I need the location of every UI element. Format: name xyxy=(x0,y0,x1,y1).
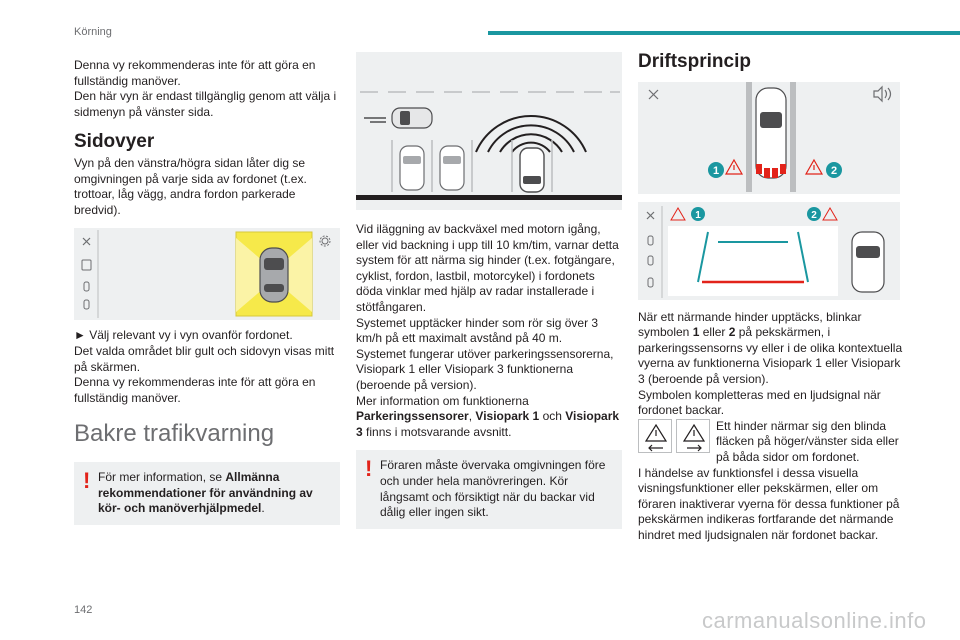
rear-traffic-text-4 xyxy=(356,394,622,441)
badge-2b: 2 xyxy=(811,209,817,221)
visiopark-diagram xyxy=(638,202,900,300)
rear-traffic-illustration xyxy=(356,52,622,210)
text-pre: När ett närmande hinder upptäcks, blinkar symbolen xyxy=(638,309,862,340)
header-section-label: Körning xyxy=(74,26,112,38)
text-sep: , xyxy=(468,409,476,424)
side-view-diagram xyxy=(74,228,340,320)
column-1 xyxy=(74,58,340,525)
visiopark-screen xyxy=(638,202,900,300)
driftsprincip-text-4: I händelse av funktionsfel i dessa visuella visningsfunktioner eller pekskärmen, eller om föraren inaktiverar vyerna för dessa funktioner på pekskärmen indikeras fortfarande det närmande hindret med ljudsignalen när fordonet backar. xyxy=(638,465,900,542)
rear-traffic-text-1: Vid iläggning av backväxel med motorn igång, eller vid backning i upp till 10 km/tim, varnar detta system för att närma sig hinder (t.ex. fotgängare, cyklist, fordon, lastbil, motorcykel) i fordonets döda vinklar med hjälp av radar installerade i stötfångaren. xyxy=(356,222,619,314)
driftsprincip-text-3: Ett hinder närmar sig den blinda fläcken på höger/vänster sida eller på båda sidor om fordonet. xyxy=(716,418,899,464)
side-view-screen-illustration xyxy=(74,228,340,320)
text-post: på pekskärmen, i parkeringssensorns vy eller i de olika kontextuella vyerna av funktionerna Visiopark 1 eller Visiopark 3 (beroende på version). xyxy=(638,325,903,386)
badge-1: 1 xyxy=(712,164,720,177)
parking-sensor-diagram xyxy=(638,82,900,194)
warning-box-2 xyxy=(356,450,622,528)
intro-paragraph-1: Denna vy rekommenderas inte för att göra en fullständig manöver. xyxy=(74,58,316,88)
car-top-view xyxy=(852,232,884,292)
warning-text-bold: Allmänna rekommendationer för användning av kör- och manöverhjälpmedel xyxy=(98,469,313,516)
text-pre: Mer information om funktionerna xyxy=(356,393,529,408)
bold-2: 2 xyxy=(728,325,736,340)
badge-1b: 1 xyxy=(695,209,701,221)
column-2 xyxy=(356,52,622,529)
reversing-car xyxy=(520,148,544,192)
driftsprincip-text-2: Symbolen kompletteras med en ljudsignal när fordonet backar. xyxy=(638,387,881,418)
rear-traffic-diagram xyxy=(356,52,622,210)
sidovyer-text: Vyn på den vänstra/högra sidan låter dig se omgivningen på varje sida av fordonet (t.ex. trottoar, låg vägg, andra fordon parkerade bredvid). xyxy=(74,155,307,217)
step-instruction: ► Välj relevant vy i vyn ovanför fordonet. xyxy=(74,328,293,343)
badge-2: 2 xyxy=(830,164,838,177)
intro-paragraph-2: Den här vyn är endast tillgänglig genom att välja i sidmenyn på vänster sida. xyxy=(74,89,337,119)
driftsprincip-heading: Driftsprincip xyxy=(638,51,751,72)
rear-traffic-text-3: Systemet fungerar utöver parkeringssensorerna, Visiopark 1 eller Visiopark 3 funktionerna (beroende på version). xyxy=(356,346,614,392)
after-step-text-2: Denna vy rekommenderas inte för att göra en fullständig manöver. xyxy=(74,375,316,405)
blind-spot-left-icon xyxy=(638,419,672,453)
warning-text-pre: För mer information, se xyxy=(98,469,226,484)
blind-spot-right-icon xyxy=(676,419,710,453)
text-mid: eller xyxy=(699,325,729,340)
text-post: finns i motsvarande avsnitt. xyxy=(362,424,512,439)
moving-car-icon xyxy=(392,108,432,128)
parked-car-2 xyxy=(440,146,464,190)
rear-traffic-text-2: Systemet upptäcker hinder som rör sig över 3 km/h på ett maximalt avstånd på 40 m. xyxy=(356,315,599,346)
sidovyer-heading: Sidovyer xyxy=(74,131,155,153)
driftsprincip-text-1 xyxy=(638,310,908,388)
blind-spot-row xyxy=(638,419,908,466)
bold-1: 1 xyxy=(692,325,700,340)
column-3 xyxy=(638,50,908,544)
blind-spot-icon-pair xyxy=(638,419,710,453)
after-step-text-1: Det valda området blir gult och sidovyn visas mitt på skärmen. xyxy=(74,343,335,374)
parking-sensor-screen xyxy=(638,82,900,194)
text-and: och xyxy=(539,409,566,424)
bakre-trafikvarning-heading: Bakre trafikvarning xyxy=(74,420,275,448)
header-accent-bar xyxy=(488,31,960,35)
warning-exclamation-icon: ! xyxy=(83,467,91,493)
bold-parkeringssensorer: Parkeringssensorer xyxy=(356,409,469,424)
watermark: carmanualsonline.info xyxy=(702,608,927,633)
warning-text-post: . xyxy=(261,501,265,516)
car-top-view xyxy=(260,248,288,302)
warning-box-1 xyxy=(74,462,340,525)
parked-car-1 xyxy=(400,146,424,190)
warning-text: Föraren måste övervaka omgivningen före och under hela manövreringen. Kör långsamt och försiktigt när du backar vid dålig eller ingen sikt. xyxy=(380,458,606,520)
bold-visiopark3: Visiopark 3 xyxy=(356,409,620,439)
page-number: 142 xyxy=(74,604,93,616)
bold-visiopark1: Visiopark 1 xyxy=(475,409,540,424)
warning-exclamation-icon: ! xyxy=(365,456,373,482)
